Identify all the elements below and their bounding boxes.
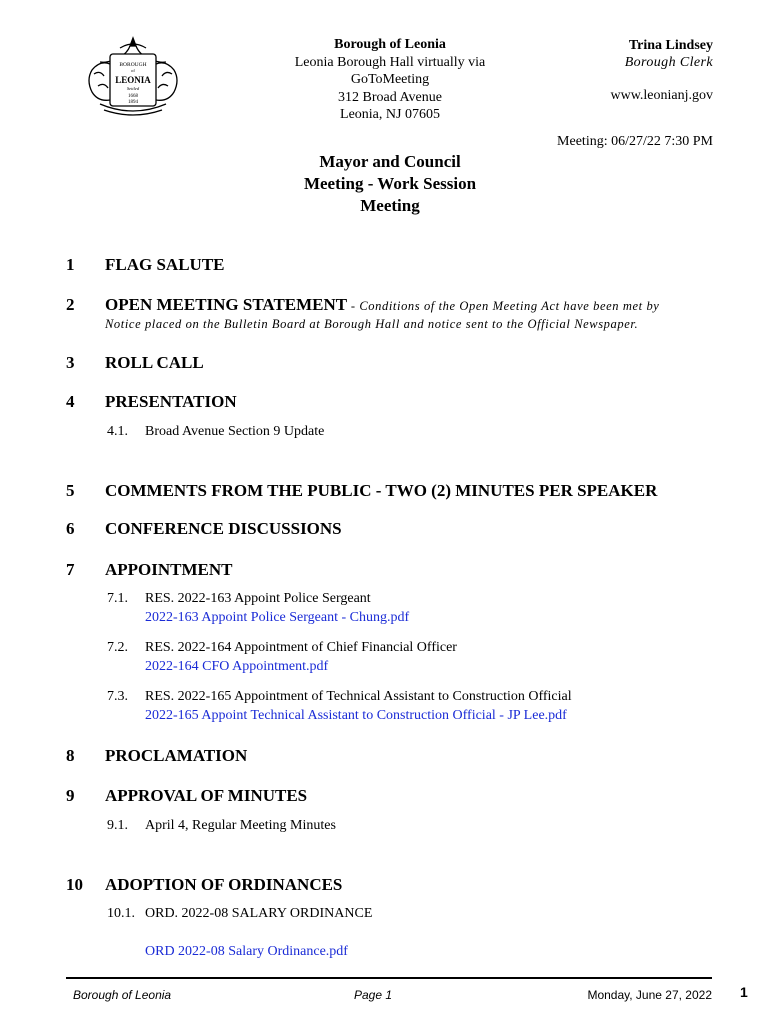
header-address-block (270, 36, 510, 124)
section-number: 9 (66, 786, 75, 805)
open-meeting-note-line-1: Conditions of the Open Meeting Act have been met by (359, 299, 660, 313)
section-number: 2 (66, 295, 75, 314)
attachment-link[interactable]: 2022-165 Appoint Technical Assistant to Construction Official - JP Lee.pdf (145, 708, 567, 723)
section-number: 8 (66, 746, 75, 765)
clerk-title: Borough Clerk (624, 55, 713, 70)
attachment-link[interactable]: ORD 2022-08 Salary Ordinance.pdf (145, 944, 348, 959)
item-number: 9.1. (107, 818, 128, 833)
clerk-block (625, 37, 713, 71)
meeting-datetime: Meeting: 06/27/22 7:30 PM (557, 134, 713, 149)
section-title-roll-call: ROLL CALL (105, 353, 204, 372)
section-title-appointment: APPOINTMENT (105, 560, 233, 579)
section-number: 7 (66, 560, 75, 579)
section-title-public-comments: COMMENTS FROM THE PUBLIC - TWO (2) MINUTES PER SPEAKER (105, 481, 658, 500)
seal-text-of: of (131, 68, 135, 73)
seal-text-year2: 1894 (128, 100, 138, 105)
item-number: 7.2. (107, 640, 128, 655)
section-title-text: OPEN MEETING STATEMENT (105, 295, 348, 314)
street-address: 312 Broad Avenue (338, 89, 442, 105)
clerk-name: Trina Lindsey (628, 38, 713, 53)
item-text: RES. 2022-163 Appoint Police Sergeant (145, 591, 371, 606)
venue-line-1: Leonia Borough Hall virtually via (294, 54, 486, 70)
item-number: 7.3. (107, 689, 128, 704)
section-number: 4 (66, 392, 75, 411)
borough-seal-logo (80, 34, 186, 120)
item-text: RES. 2022-165 Appointment of Technical Assistant to Construction Official (145, 689, 572, 704)
section-title-flag-salute: FLAG SALUTE (105, 255, 225, 274)
venue-line-2: GoToMeeting (350, 72, 430, 87)
seal-text-year1: 1668 (128, 94, 138, 99)
section-title-presentation: PRESENTATION (105, 392, 237, 411)
item-text: RES. 2022-164 Appointment of Chief Financial Officer (145, 640, 457, 655)
borough-name: Borough of Leonia (334, 37, 446, 52)
section-number: 1 (66, 255, 75, 274)
website: www.leonianj.gov (610, 88, 713, 103)
attachment-link[interactable]: 2022-163 Appoint Police Sergeant - Chung.pdf (145, 610, 410, 625)
section-number: 6 (66, 519, 75, 538)
attachment-link[interactable]: 2022-164 CFO Appointment.pdf (145, 659, 329, 674)
note-separator: - (347, 299, 360, 313)
section-title-adoption-of-ordinances: ADOPTION OF ORDINANCES (105, 875, 343, 894)
item-text: Broad Avenue Section 9 Update (145, 424, 325, 439)
section-title-open-meeting (105, 295, 659, 315)
seal-text-borough: BOROUGH (119, 62, 147, 68)
section-title-approval-of-minutes: APPROVAL OF MINUTES (105, 786, 308, 805)
footer-divider (66, 977, 712, 979)
section-title-proclamation: PROCLAMATION (105, 746, 248, 765)
item-number: 7.1. (107, 591, 128, 606)
item-number: 10.1. (107, 906, 135, 921)
seal-text-leonia: LEONIA (115, 75, 151, 85)
footer-page-label: Page 1 (354, 988, 393, 1002)
page-number: 1 (740, 984, 748, 1000)
city-address: Leonia, NJ 07605 (340, 107, 440, 122)
section-title-conference-discussions: CONFERENCE DISCUSSIONS (105, 519, 342, 538)
footer-date: Monday, June 27, 2022 (587, 988, 712, 1002)
item-text: April 4, Regular Meeting Minutes (145, 818, 336, 833)
title-line-1: Mayor and Council (319, 152, 461, 171)
footer-borough: Borough of Leonia (73, 988, 172, 1002)
title-line-2: Meeting - Work Session (303, 174, 477, 193)
section-number: 3 (66, 353, 75, 372)
section-number: 10 (66, 875, 83, 894)
open-meeting-note-line-2: Notice placed on the Bulletin Board at Borough Hall and notice sent to the Official Newspaper. (105, 317, 639, 331)
item-text: ORD. 2022-08 SALARY ORDINANCE (145, 906, 373, 921)
title-line-3: Meeting (360, 196, 420, 215)
section-number: 5 (66, 481, 75, 500)
seal-text-settled: Settled (126, 86, 140, 91)
item-number: 4.1. (107, 424, 128, 439)
document-title (250, 151, 530, 217)
